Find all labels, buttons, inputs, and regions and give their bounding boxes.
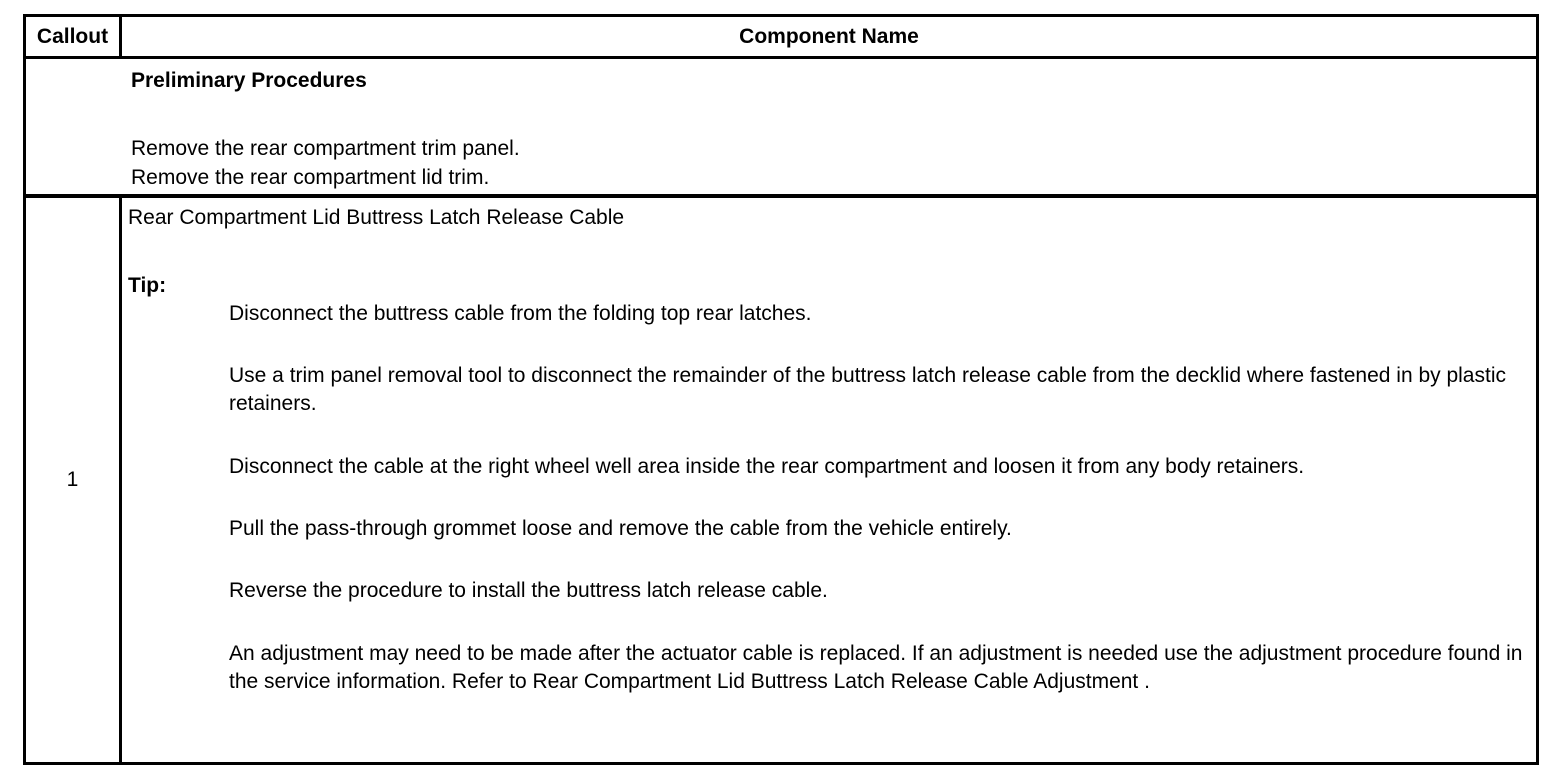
tip-item: Disconnect the cable at the right wheel well area inside the rear compartment and loosen it from any body retainers. [229,455,1305,478]
tip-label: Tip: [128,274,167,297]
component-name-column-header: Component Name [739,24,919,48]
tip-item: Pull the pass-through grommet loose and remove the cable from the vehicle entirely. [229,517,1012,540]
tip-item: Disconnect the buttress cable from the folding top rear latches. [229,302,812,325]
table-header-row [26,17,1536,59]
callout-number: 1 [66,468,79,491]
tip-item: Reverse the procedure to install the buttress latch release cable. [229,579,828,602]
tip-item: An adjustment may need to be made after the actuator cable is replaced. If an adjustment is needed use the adjustment procedure found in the service information. Refer to Rear Compartment Lid Buttress Latch Release Cable Adjustment . [229,642,1523,693]
tip-item: Use a trim panel removal tool to disconnect the remainder of the buttress latch release cable from the decklid where fastened in by plastic retainers. [229,364,1506,415]
callout-column-header: Callout [36,24,109,48]
preliminary-procedures-row [26,59,1536,198]
preliminary-step: Remove the rear compartment lid trim. [131,166,490,189]
component-table [23,14,1539,765]
step-column-divider [119,198,122,762]
preliminary-procedures-title: Preliminary Procedures [131,69,367,92]
table-row [26,198,1536,762]
preliminary-step: Remove the rear compartment trim panel. [131,137,520,160]
header-column-divider [119,17,122,59]
component-name: Rear Compartment Lid Buttress Latch Release Cable [128,206,625,229]
